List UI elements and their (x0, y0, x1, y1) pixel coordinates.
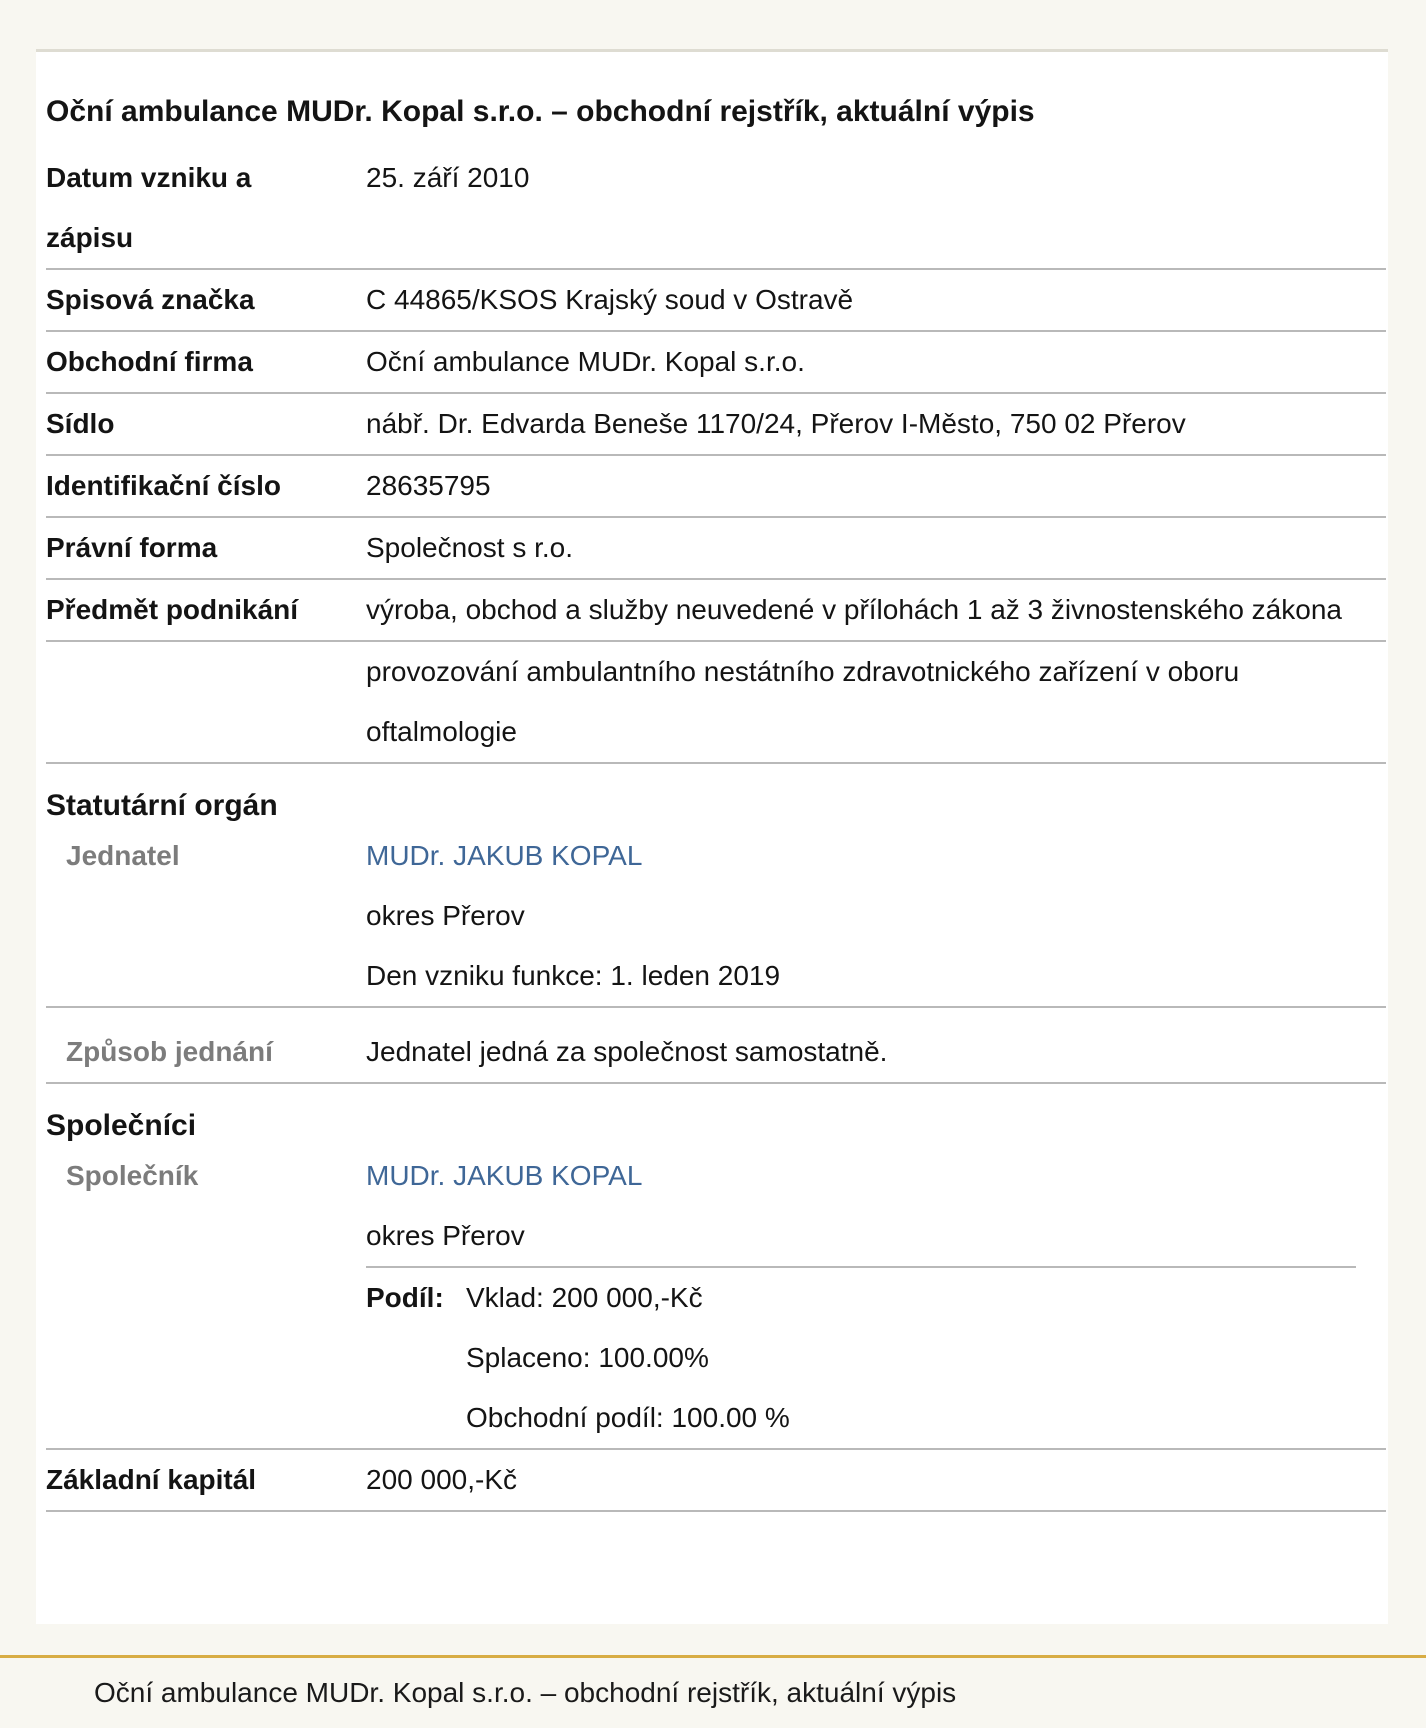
row-value: výroba, obchod a služby neuvedené v přílohách 1 až 3 živnostenského zákona (366, 594, 1342, 625)
row-value: 200 000,-Kč (366, 1464, 517, 1495)
row-label: Základní kapitál (46, 1464, 257, 1495)
row-label: Obchodní firma (46, 346, 253, 377)
row-predmet-podnikani-2 (46, 642, 1386, 764)
jednatel-name-link[interactable]: MUDr. JAKUB KOPAL (366, 840, 643, 871)
row-predmet-podnikani (46, 580, 1386, 642)
row-value: Jednatel jedná za společnost samostatně. (366, 1036, 888, 1067)
row-jednatel (46, 826, 1386, 1008)
spolecnik-name-link[interactable]: MUDr. JAKUB KOPAL (366, 1160, 643, 1191)
section-statutarni-organ: Statutární orgán (46, 789, 278, 822)
extract-content (46, 92, 1386, 1512)
row-value: nábř. Dr. Edvarda Beneše 1170/24, Přerov I-Město, 750 02 Přerov (366, 408, 1186, 439)
jednatel-okres: okres Přerov (366, 900, 525, 931)
row-value: Oční ambulance MUDr. Kopal s.r.o. (366, 346, 805, 377)
row-label: Právní forma (46, 532, 218, 563)
row-value (366, 826, 1386, 1006)
row-value: Společnost s r.o. (366, 532, 574, 563)
row-value: 28635795 (366, 470, 491, 501)
podil-splaceno: Splaceno: 100.00% (466, 1342, 709, 1373)
podil-values (466, 1268, 790, 1448)
row-label: Spisová značka (46, 284, 255, 315)
row-label: Způsob jednání (66, 1036, 273, 1067)
row-sidlo (46, 394, 1386, 456)
row-label: Datum vzniku a zápisu (46, 162, 252, 253)
row-value: C 44865/KSOS Krajský soud v Ostravě (366, 284, 854, 315)
row-label-empty (46, 642, 366, 762)
row-label: Společník (66, 1160, 199, 1191)
page-title: Oční ambulance MUDr. Kopal s.r.o. – obchodní rejstřík, aktuální výpis (46, 95, 1035, 128)
row-value (366, 1146, 1386, 1448)
row-label: Jednatel (66, 840, 180, 871)
row-zpusob-jednani (46, 1008, 1386, 1084)
podil-label: Podíl: (366, 1282, 444, 1313)
podil-block (366, 1266, 1356, 1448)
row-label: Předmět podnikání (46, 594, 299, 625)
row-zakladni-kapital (46, 1450, 1386, 1512)
footer-text: Oční ambulance MUDr. Kopal s.r.o. – obchodní rejstřík, aktuální výpis (94, 1677, 957, 1708)
row-value: 25. září 2010 (366, 162, 530, 193)
row-pravni-forma (46, 518, 1386, 580)
row-obchodni-firma (46, 332, 1386, 394)
row-label: Identifikační číslo (46, 470, 281, 501)
section-spolecnici: Společníci (46, 1109, 197, 1142)
podil-vklad: Vklad: 200 000,-Kč (466, 1282, 703, 1313)
podil-obchodni: Obchodní podíl: 100.00 % (466, 1402, 790, 1433)
row-spisova-znacka (46, 270, 1386, 332)
row-label: Sídlo (46, 408, 115, 439)
row-value: provozování ambulantního nestátního zdravotnického zařízení v oboru oftalmologie (366, 656, 1240, 747)
row-spolecnik (46, 1146, 1386, 1450)
jednatel-den-vzniku: Den vzniku funkce: 1. leden 2019 (366, 960, 781, 991)
spolecnik-okres: okres Přerov (366, 1220, 525, 1251)
extract-panel (36, 49, 1388, 1624)
row-ico (46, 456, 1386, 518)
footer (0, 1655, 1426, 1728)
row-datum-vzniku (46, 148, 1386, 270)
